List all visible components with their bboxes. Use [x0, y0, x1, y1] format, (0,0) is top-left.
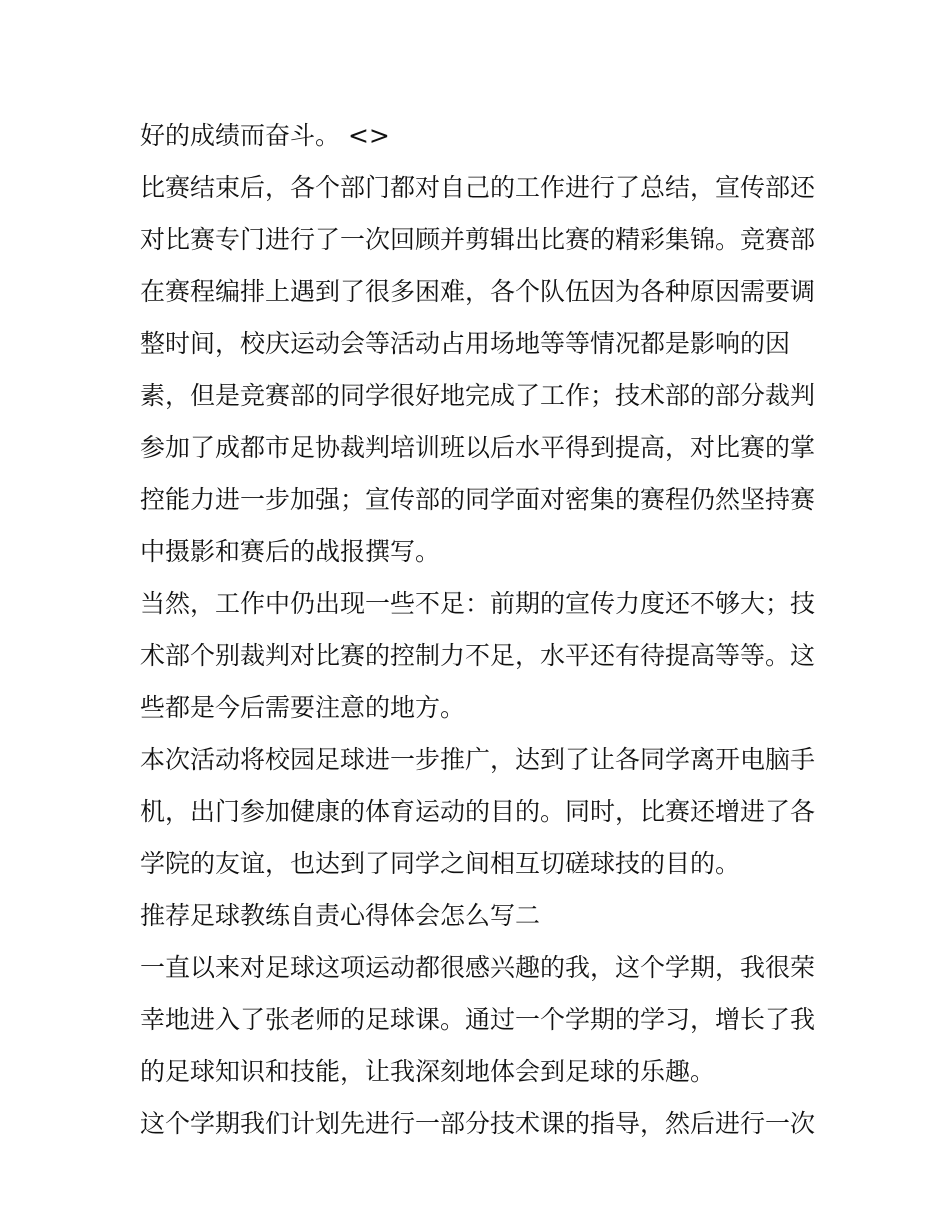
text-line: 些都是今后需要注意的地方。 [140, 693, 466, 722]
text-line: 在赛程编排上遇到了很多困难，各个队伍因为各种原因需要调 [140, 277, 815, 306]
text-line: 参加了成都市足协裁判培训班以后水平得到提高，对比赛的掌 [140, 433, 815, 462]
text-line: 当然，工作中仍出现一些不足：前期的宣传力度还不够大；技 [140, 589, 815, 618]
text-line: 素，但是竞赛部的同学很好地完成了工作；技术部的部分裁判 [140, 381, 815, 410]
text-line: 整时间，校庆运动会等活动占用场地等等情况都是影响的因 [140, 329, 791, 358]
text-line: 机，出门参加健康的体育运动的目的。同时，比赛还增进了各 [140, 797, 815, 826]
text-line: 中摄影和赛后的战报撰写。 [140, 537, 441, 566]
text-line: 本次活动将校园足球进一步推广，达到了让各同学离开电脑手 [140, 745, 815, 774]
text-line: 一直以来对足球这项运动都很感兴趣的我，这个学期，我很荣 [140, 953, 815, 982]
text-line: 好的成绩而奋斗。 <> [140, 121, 390, 150]
text-line: 控能力进一步加强；宣传部的同学面对密集的赛程仍然坚持赛 [140, 485, 815, 514]
text-line: 的足球知识和技能，让我深刻地体会到足球的乐趣。 [140, 1057, 716, 1086]
section-heading: 推荐足球教练自责心得体会怎么写二 [140, 901, 541, 930]
text-line: 学院的友谊，也达到了同学之间相互切磋球技的目的。 [140, 849, 741, 878]
document-body [140, 110, 815, 1150]
text-line: 术部个别裁判对比赛的控制力不足，水平还有待提高等等。这 [140, 641, 815, 670]
text-line: 幸地进入了张老师的足球课。通过一个学期的学习，增长了我 [140, 1005, 815, 1034]
text-line: 比赛结束后，各个部门都对自己的工作进行了总结，宣传部还 [140, 173, 815, 202]
text-line: 这个学期我们计划先进行一部分技术课的指导，然后进行一次 [140, 1109, 815, 1138]
text-line: 对比赛专门进行了一次回顾并剪辑出比赛的精彩集锦。竞赛部 [140, 225, 815, 254]
